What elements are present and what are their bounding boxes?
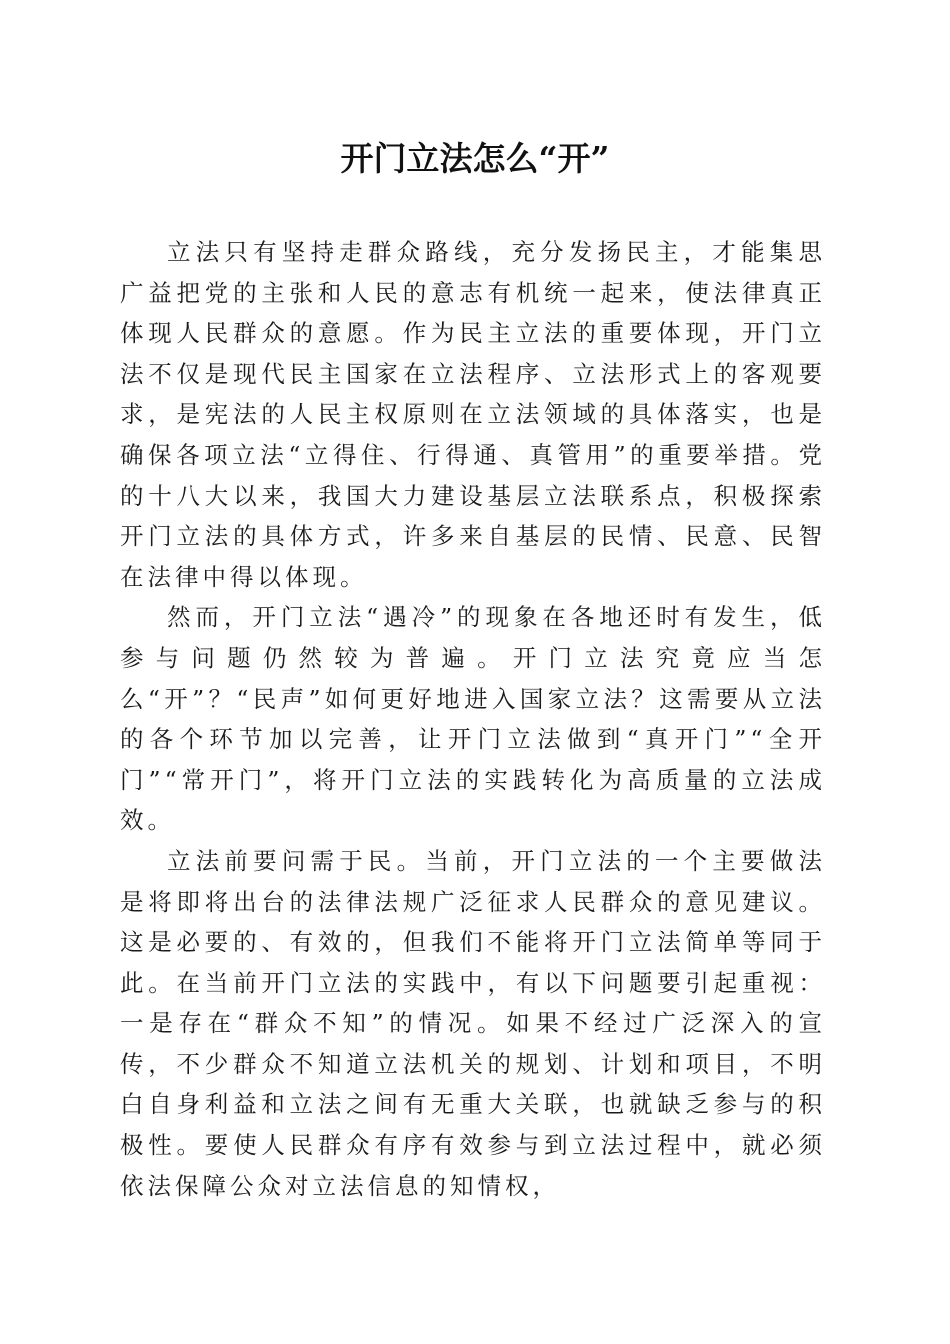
paragraph-3: 立法前要问需于民。当前，开门立法的一个主要做法是将即将出台的法律法规广泛征求人民群众的意见建议。这是必要的、有效的，但我们不能将开门立法简单等同于此。在当前开门立法的实践中，有以下问题要引起重视：一是存在“群众不知”的情况。如果不经过广泛深入的宣传，不少群众不知道立法机关的规划、计划和项目，不明白自身利益和立法之间有无重大关联，也就缺乏参与的积极性。要使人民群众有序有效参与到立法过程中，就必须依法保障公众对立法信息的知情权， [120, 846, 826, 1200]
paragraph-2: 然而，开门立法“遇冷”的现象在各地还时有发生，低参与问题仍然较为普遍。开门立法究竟应当怎么“开”？“民声”如何更好地进入国家立法？这需要从立法的各个环节加以完善，让开门立法做到“真开门”“全开门”“常开门”，将开门立法的实践转化为高质量的立法成效。 [120, 603, 826, 835]
document-body [120, 232, 826, 1206]
paragraph-1: 立法只有坚持走群众路线，充分发扬民主，才能集思广益把党的主张和人民的意志有机统一起来，使法律真正体现人民群众的意愿。作为民主立法的重要体现，开门立法不仅是现代民主国家在立法程序、立法形式上的客观要求，是宪法的人民主权原则在立法领域的具体落实，也是确保各项立法“立得住、行得通、真管用”的重要举措。党的十八大以来，我国大力建设基层立法联系点，积极探索开门立法的具体方式，许多来自基层的民情、民意、民智在法律中得以体现。 [120, 238, 826, 591]
document-title: 开门立法怎么“开” [340, 139, 610, 178]
